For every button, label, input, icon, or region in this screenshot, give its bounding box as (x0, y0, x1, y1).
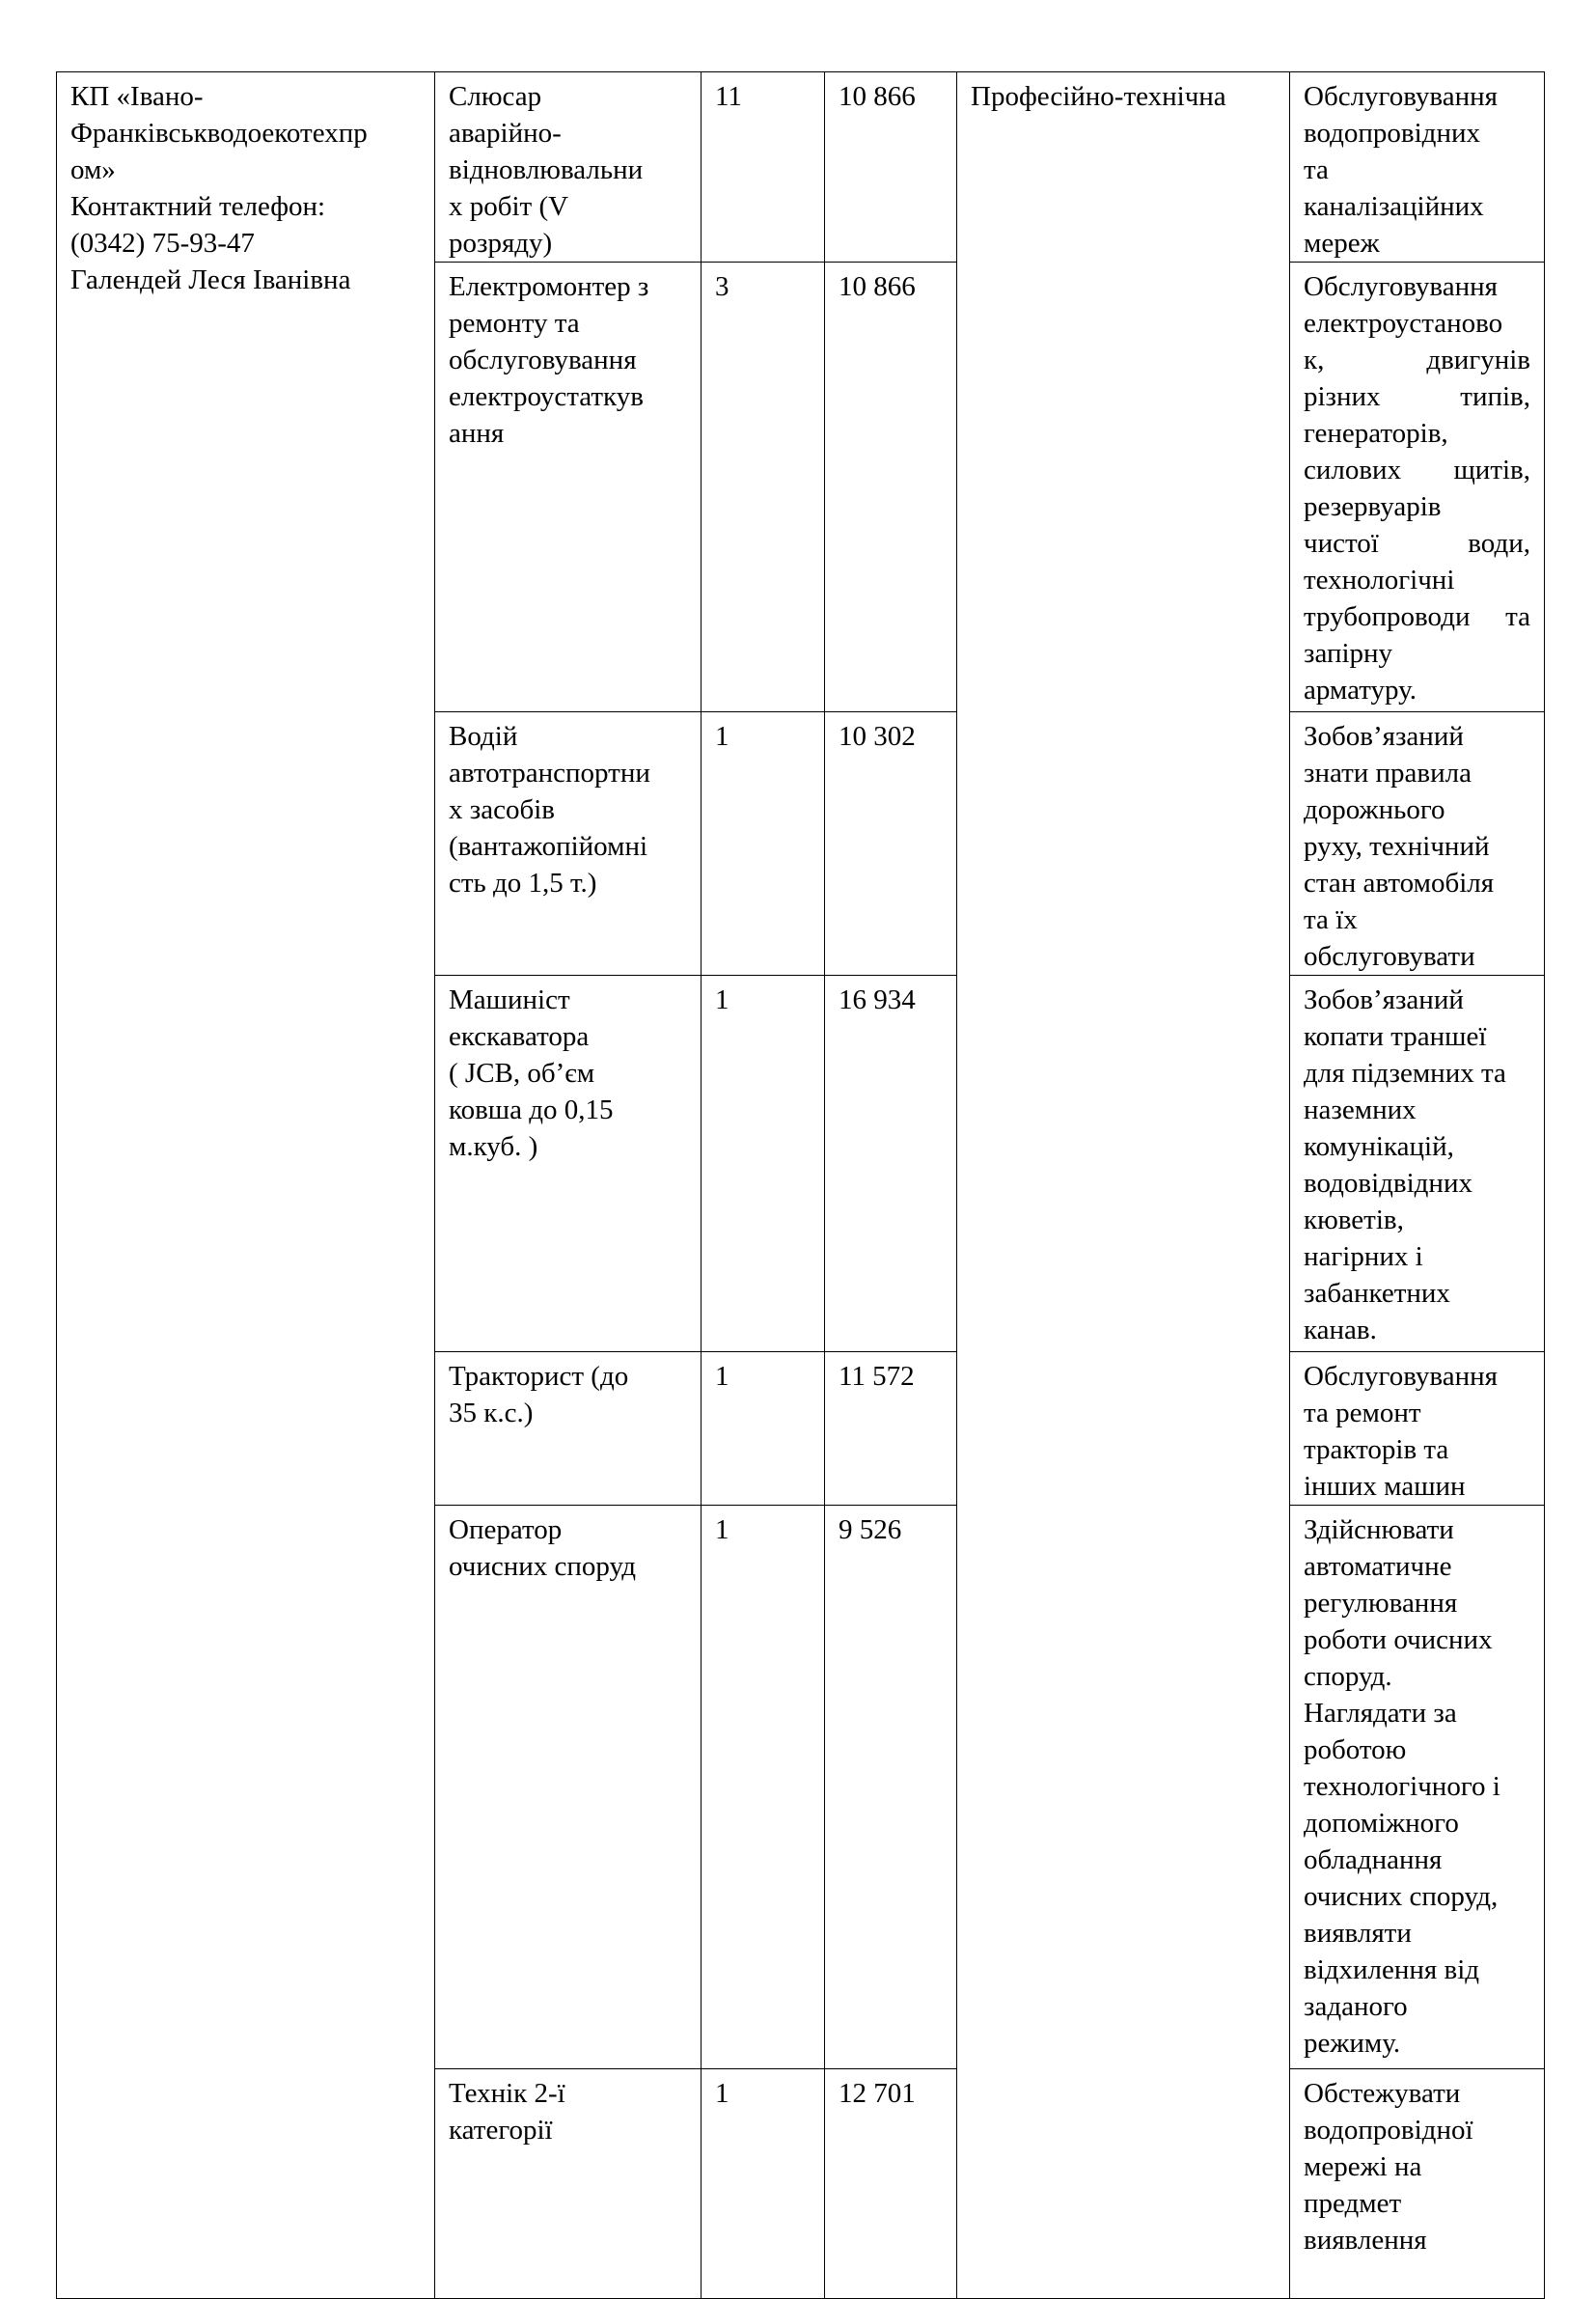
count-cell: 11 (702, 72, 825, 263)
contact-person: Галендей Леся Іванівна (70, 264, 351, 295)
description-line: арматуру. (1304, 675, 1417, 706)
contact-phone: (0342) 75-93-47 (70, 228, 255, 259)
description-cell: Зобов’язаний знати правила дорожнього руху, технічний стан автомобіля та їх обслуговувати (1290, 712, 1545, 976)
description-line: силових щитів, (1304, 455, 1530, 485)
description-cell: Обслуговування та ремонт тракторів та інших машин (1290, 1352, 1545, 1506)
count-cell: 1 (702, 1352, 825, 1506)
salary-cell: 10 866 (825, 72, 957, 263)
position-cell: Тракторист (до 35 к.с.) (435, 1352, 702, 1506)
vacancies-table (56, 71, 1545, 2299)
table-row (57, 72, 1545, 263)
position-cell: Машиніст екскаватора ( JCB, об’єм ковша до 0,15 м.куб. ) (435, 976, 702, 1352)
salary-cell: 16 934 (825, 976, 957, 1352)
salary-cell: 9 526 (825, 1506, 957, 2069)
description-cell: Обслуговування водопровідних та каналізаційних мереж (1290, 72, 1545, 263)
count-cell: 1 (702, 1506, 825, 2069)
description-line: технологічні (1304, 565, 1455, 596)
salary-cell: 10 302 (825, 712, 957, 976)
contact-label: Контактний телефон: (70, 191, 326, 222)
salary-cell: 11 572 (825, 1352, 957, 1506)
salary-cell: 12 701 (825, 2069, 957, 2299)
description-line: трубопроводи та (1304, 601, 1530, 632)
salary-cell: 10 866 (825, 263, 957, 712)
education-cell: Професійно-технічна (957, 72, 1290, 2299)
count-cell: 1 (702, 976, 825, 1352)
description-line: електроустаново (1304, 308, 1503, 339)
description-line: Обслуговування (1304, 271, 1498, 302)
count-cell: 3 (702, 263, 825, 712)
count-cell: 1 (702, 2069, 825, 2299)
description-cell: Обстежувати водопровідної мережі на предмет виявлення (1290, 2069, 1545, 2299)
employer-name-line: КП «Івано- (70, 81, 204, 112)
position-cell: Водій автотранспортни х засобів (вантажопійомні сть до 1,5 т.) (435, 712, 702, 976)
position-cell: Електромонтер з ремонту та обслуговування електроустаткув ання (435, 263, 702, 712)
description-line: чистої води, (1304, 528, 1530, 559)
description-cell: Здійснювати автоматичне регулювання роботи очисних споруд. Наглядати за роботою технологічного і допоміжного обладнання очисних споруд, виявляти відхилення від заданого режиму. (1290, 1506, 1545, 2069)
description-cell (1290, 263, 1545, 712)
position-cell: Оператор очисних споруд (435, 1506, 702, 2069)
description-line: різних типів, (1304, 381, 1530, 412)
employer-name-line: Франківськводоекотехпр (70, 118, 368, 149)
description-line: к, двигунів (1304, 345, 1530, 375)
description-line: запірну (1304, 638, 1393, 669)
description-line: генераторів, (1304, 418, 1448, 449)
employer-name-line: ом» (70, 154, 116, 185)
count-cell: 1 (702, 712, 825, 976)
description-line: резервуарів (1304, 491, 1442, 522)
employer-cell (57, 72, 435, 2299)
position-cell: Слюсар аварійно- відновлювальни х робіт (V розряду) (435, 72, 702, 263)
description-cell: Зобов’язаний копати траншеї для підземних та наземних комунікацій, водовідвідних кюветів, нагірних і забанкетних канав. (1290, 976, 1545, 1352)
position-cell: Технік 2-ї категорії (435, 2069, 702, 2299)
